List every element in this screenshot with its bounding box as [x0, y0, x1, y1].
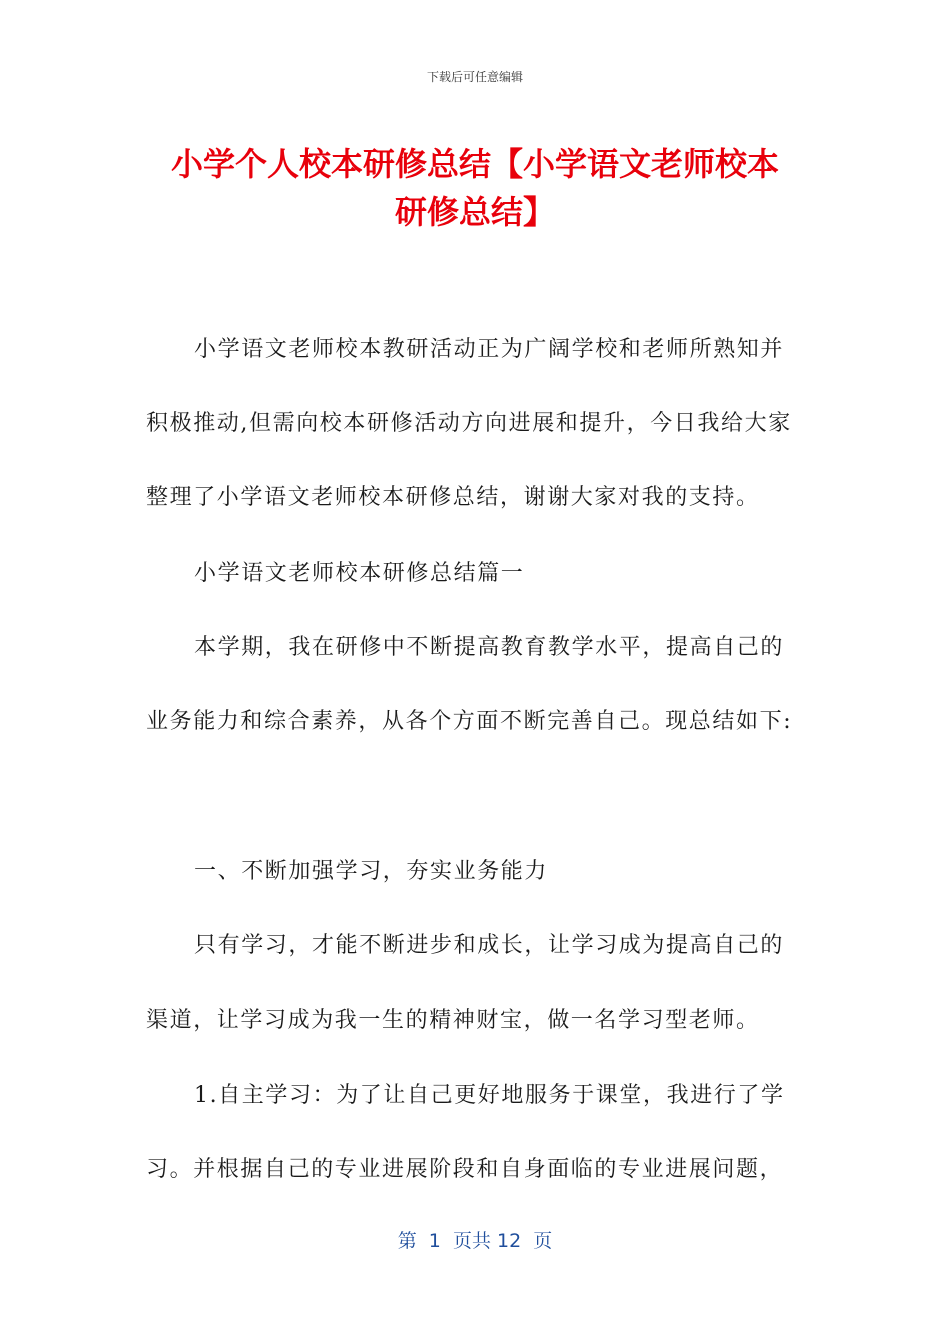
header-note: 下载后可任意编辑	[426, 70, 523, 84]
document-title	[140, 140, 810, 236]
section-title: 小学语文老师校本研修总结篇一	[194, 561, 525, 586]
paragraph-line: 1.自主学习：为了让自己更好地服务于课堂，我进行了学	[194, 1083, 785, 1108]
title-line-2: 研修总结】	[394, 193, 555, 231]
page-number-footer: 第 1 页共 12 页	[397, 1230, 553, 1252]
paragraph-line: 小学语文老师校本教研活动正为广阔学校和老师所熟知并	[194, 337, 785, 362]
paragraph-line: 业务能力和综合素养，从各个方面不断完善自己。现总结如下:	[146, 709, 793, 734]
section-heading: 一、不断加强学习，夯实业务能力	[194, 859, 549, 884]
paragraph-line: 渠道，让学习成为我一生的精神财宝，做一名学习型老师。	[146, 1008, 760, 1033]
paragraph-line: 只有学习，才能不断进步和成长，让学习成为提高自己的	[194, 933, 785, 958]
paragraph-line: 习。并根据自己的专业进展阶段和自身面临的专业进展问题，	[146, 1157, 784, 1182]
paragraph-line: 本学期，我在研修中不断提高教育教学水平，提高自己的	[194, 635, 785, 660]
paragraph-line: 整理了小学语文老师校本研修总结，谢谢大家对我的支持。	[146, 485, 760, 510]
paragraph-line: 积极推动,但需向校本研修活动方向进展和提升，今日我给大家	[146, 411, 792, 436]
title-line-1: 小学个人校本研修总结【小学语文老师校本	[170, 145, 779, 183]
